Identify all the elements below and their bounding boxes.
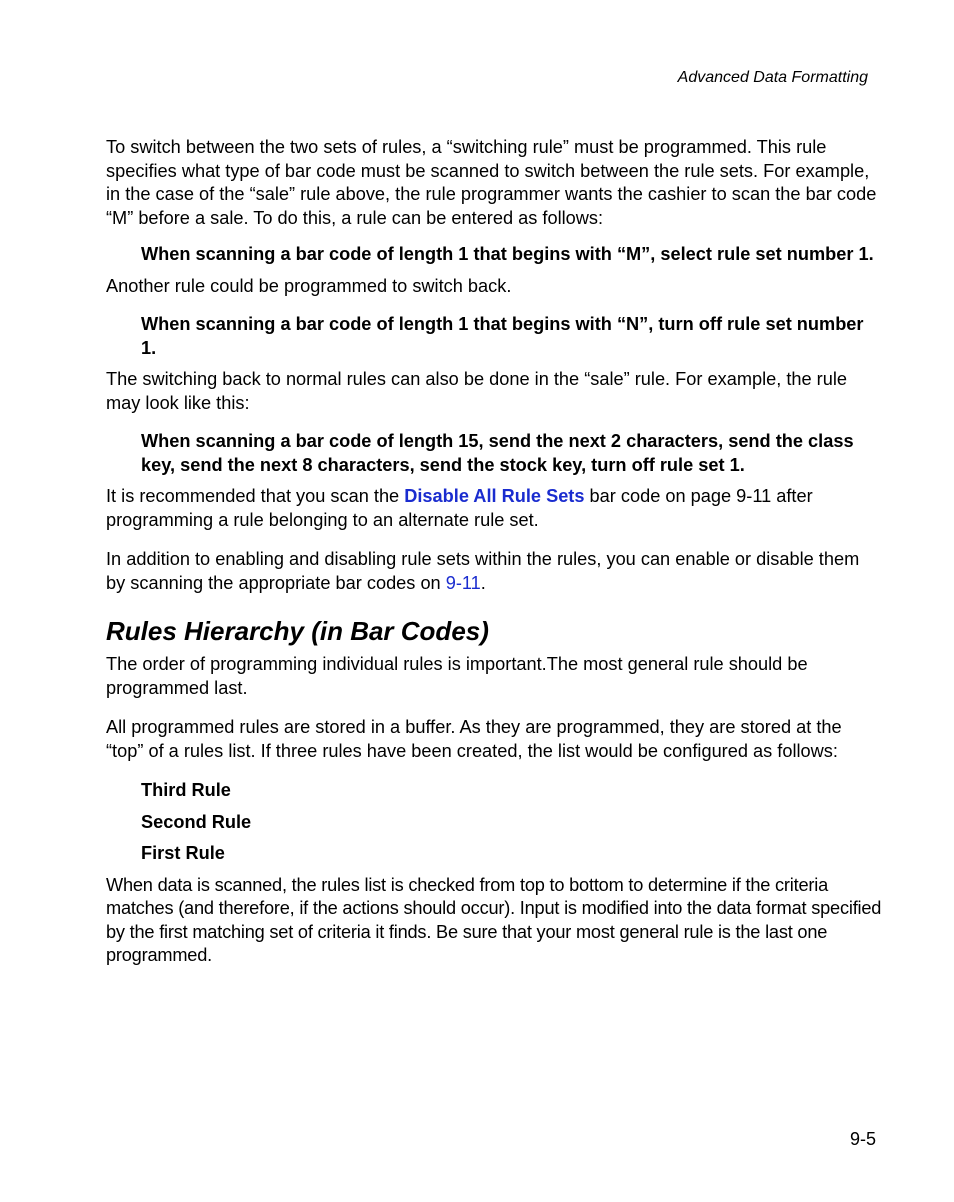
rule-example-select-set: When scanning a bar code of length 1 that begins with “M”, select rule set number 1.	[141, 244, 874, 264]
paragraph-buffer: All programmed rules are stored in a buffer. As they are programmed, they are stored at the “top” of a rules list. If three rules have been created, the list would be configured as follows:	[106, 717, 842, 761]
paragraph-enable-disable-text-after: .	[480, 572, 486, 593]
paragraph-enable-disable-text-before: In addition to enabling and disabling rule sets within the rules, you can enable or disable them by scanning the appropriate bar codes on	[106, 549, 860, 593]
page-9-11-link[interactable]: 9-11	[445, 572, 481, 593]
paragraph-recommendation-text-after: bar code on page 9-11 after programming a rule belonging to an alternate rule set.	[106, 486, 813, 530]
paragraph-sale-rule: The switching back to normal rules can also be done in the “sale” rule. For example, the rule may look like this:	[106, 369, 848, 413]
list-item-third-rule: Third Rule	[141, 780, 231, 800]
rule-example-turn-off-set: When scanning a bar code of length 1 that begins with “N”, turn off rule set number 1.	[141, 314, 864, 358]
paragraph-enable-disable	[106, 548, 882, 595]
running-header: Advanced Data Formatting	[677, 69, 868, 86]
list-item-first-rule: First Rule	[141, 843, 225, 863]
paragraph-switch-back: Another rule could be programmed to switch back.	[106, 275, 512, 296]
paragraph-recommendation	[106, 485, 882, 532]
disable-all-rule-sets-link[interactable]: Disable All Rule Sets	[404, 486, 585, 506]
section-heading: Rules Hierarchy (in Bar Codes)	[106, 616, 489, 646]
list-item-second-rule: Second Rule	[141, 811, 252, 832]
page-number: 9-5	[849, 1129, 876, 1149]
paragraph-order: The order of programming individual rules is important.The most general rule should be programmed last.	[106, 654, 808, 698]
rule-example-length-15: When scanning a bar code of length 15, send the next 2 characters, send the class key, send the next 8 characters, send the stock key, turn off rule set 1.	[141, 431, 854, 475]
paragraph-recommendation-text-before: It is recommended that you scan the	[106, 486, 405, 506]
paragraph-switching-rule: To switch between the two sets of rules, a “switching rule” must be programmed. This rule specifies what type of bar code must be scanned to switch between the rule sets. For example, in the case of the “sale” rule above, the rule programmer wants the cashier to scan the bar code “M” before a sale. To do this, a rule can be entered as follows:	[106, 137, 877, 228]
paragraph-scan-order: When data is scanned, the rules list is checked from top to bottom to determine if the criteria matches (and therefore, if the actions should occur). Input is modified into the data format specified by the first matching set of criteria it finds. Be sure that your most general rule is the last one programmed.	[106, 874, 882, 965]
page-content	[106, 136, 882, 984]
